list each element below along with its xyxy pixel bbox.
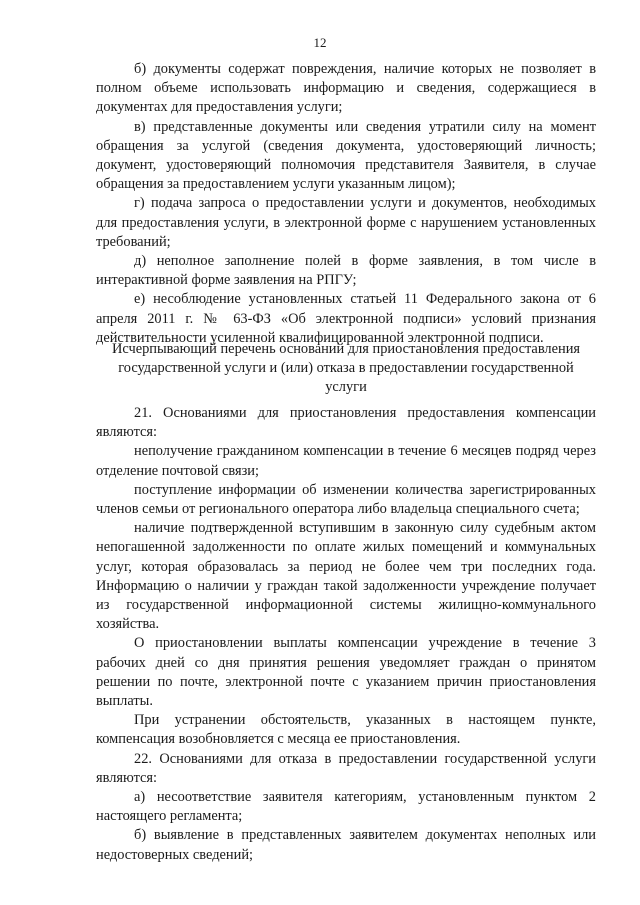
paragraph-21: 21. Основаниями для приостановления предоставления компенсации являются: xyxy=(96,405,596,441)
section-heading-block xyxy=(96,340,596,398)
paragraph-v: в) представленные документы или сведения утратили силу на момент обращения за услугой (сведения документа, удостоверяющий личность; документ, удостоверяющий полномочия представителя Заявителя, в случае обращения за предоставлением услуги указанным лицом); xyxy=(96,118,596,193)
section-heading: Исчерпывающий перечень оснований для приостановления предоставления государственной услуги и (или) отказа в предоставлении государственной услуги xyxy=(111,341,581,396)
paragraph-nonreceipt: неполучение гражданином компенсации в течение 6 месяцев подряд через отделение почтовой связи; xyxy=(96,443,596,479)
paragraph-g: г) подача запроса о предоставлении услуги и документов, необходимых для предоставления услуги, в электронной форме с нарушением установленных требований; xyxy=(96,195,596,250)
top-paragraphs xyxy=(96,60,596,348)
paragraph-e: е) несоблюдение установленных статьей 11 Федерального закона от 6 апреля 2011 г. № 63-ФЗ «Об электронной подписи» условий признания действительности усиленной квалифицированной электронной подписи. xyxy=(96,291,596,346)
paragraph-22b: б) выявление в представленных заявителем документах неполных или недостоверных сведений; xyxy=(96,827,596,863)
page-number: 12 xyxy=(313,35,327,50)
paragraph-d: д) неполное заполнение полей в форме заявления, в том числе в интерактивной форме заявления на РПГУ; xyxy=(96,253,596,289)
paragraph-22: 22. Основаниями для отказа в предоставлении государственной услуги являются: xyxy=(96,750,596,786)
paragraph-resumption: При устранении обстоятельств, указанных в настоящем пункте, компенсация возобновляется с месяца ее приостановления. xyxy=(96,712,596,748)
paragraph-b: б) документы содержат повреждения, наличие которых не позволяет в полном объеме использовать информацию и сведения, содержащиеся в документах для предоставления услуги; xyxy=(96,61,596,116)
paragraph-debt: наличие подтвержденной вступившим в законную силу судебным актом непогашенной задолженности по оплате жилых помещений и коммунальных услуг, которая образовалась за период не более чем три последних года. Информацию о наличии у граждан такой задолженности учреждение получает из государственной информационной системы жилищно-коммунального хозяйства. xyxy=(96,520,596,633)
paragraph-notification: О приостановлении выплаты компенсации учреждение в течение 3 рабочих дней со дня принятия решения уведомляет граждан о принятом решении по почте, электронной почте с указанием причин приостановления выплаты. xyxy=(96,635,596,710)
bottom-paragraphs xyxy=(96,404,596,865)
paragraph-family-change: поступление информации об изменении количества зарегистрированных членов семьи от регионального оператора либо владельца специального счета; xyxy=(96,481,596,518)
paragraph-22a: а) несоответствие заявителя категориям, установленным пунктом 2 настоящего регламента; xyxy=(96,789,596,825)
